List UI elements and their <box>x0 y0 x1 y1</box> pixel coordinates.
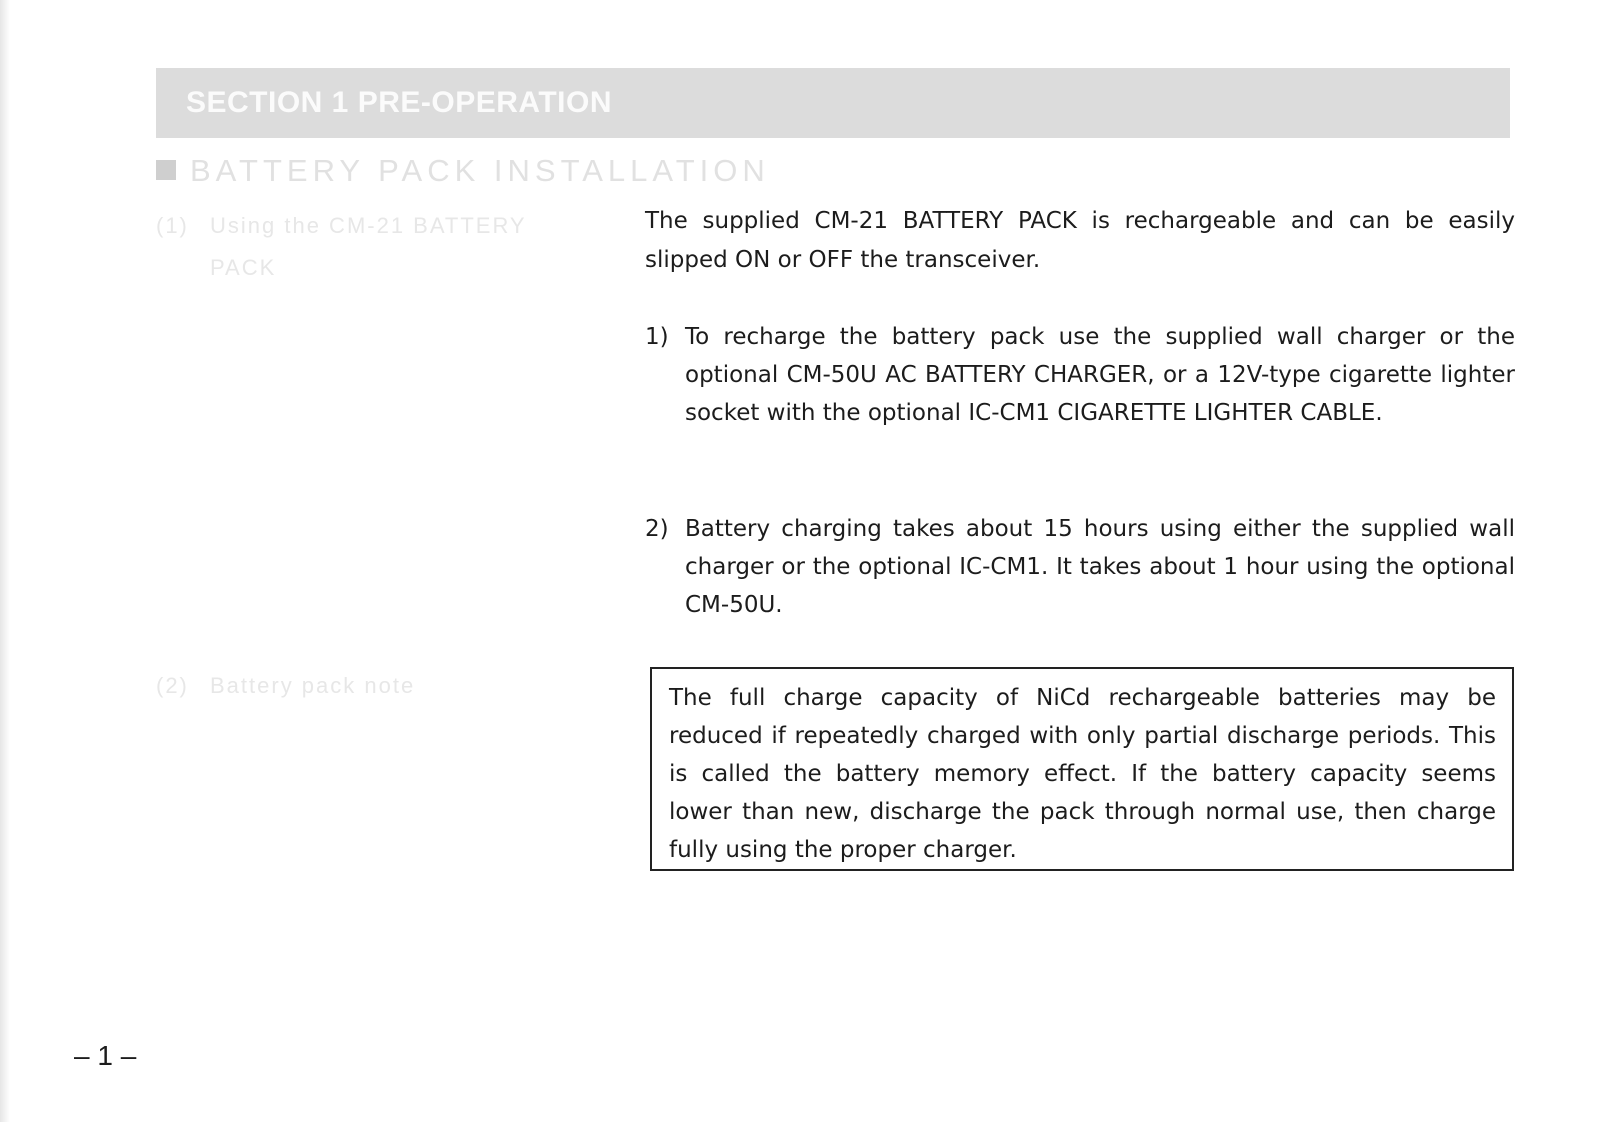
note-text: The full charge capacity of NiCd rechargeable batteries may be reduced if repeatedly charged with only partial discharge periods. This is called the battery memory effect. If the battery capacity seems lower than new, discharge the pack through normal use, then charge fully using the proper charger. <box>669 685 1496 863</box>
list-marker: 1) <box>645 324 669 350</box>
list-item <box>645 318 1515 432</box>
section-subheading <box>156 153 770 189</box>
page-edge-shadow <box>0 0 10 1122</box>
intro-paragraph <box>645 202 1515 280</box>
intro-text: The supplied CM-21 BATTERY PACK is rechargeable and can be easily slipped ON or OFF the transceiver. <box>645 208 1515 273</box>
square-bullet-icon <box>156 160 176 180</box>
side-label-using-battery-pack <box>156 205 527 289</box>
page-number: – 1 – <box>74 1040 137 1071</box>
list-item-text: To recharge the battery pack use the supplied wall charger or the optional CM-50U AC BATTERY CHARGER, or a 12V-type cigarette lighter socket with the optional IC-CM1 CIGARETTE LIGHTER CABLE. <box>685 324 1515 426</box>
memory-effect-note-box <box>650 667 1514 871</box>
section-banner <box>156 68 1510 138</box>
list-item <box>645 510 1515 624</box>
side-label-text: Using the CM-21 BATTERY <box>210 213 527 238</box>
side-label-text: Battery pack note <box>210 673 416 698</box>
side-label-text-continued: PACK <box>210 255 277 280</box>
subheading-text: BATTERY PACK INSTALLATION <box>190 153 770 188</box>
side-label-number: (2) <box>156 673 189 698</box>
side-label-number: (1) <box>156 213 189 238</box>
list-item-text: Battery charging takes about 15 hours using either the supplied wall charger or the optional IC-CM1. It takes about 1 hour using the optional CM-50U. <box>685 516 1515 618</box>
list-marker: 2) <box>645 516 669 542</box>
side-label-battery-pack-note <box>156 665 415 707</box>
section-title: SECTION 1 PRE-OPERATION <box>186 86 612 119</box>
